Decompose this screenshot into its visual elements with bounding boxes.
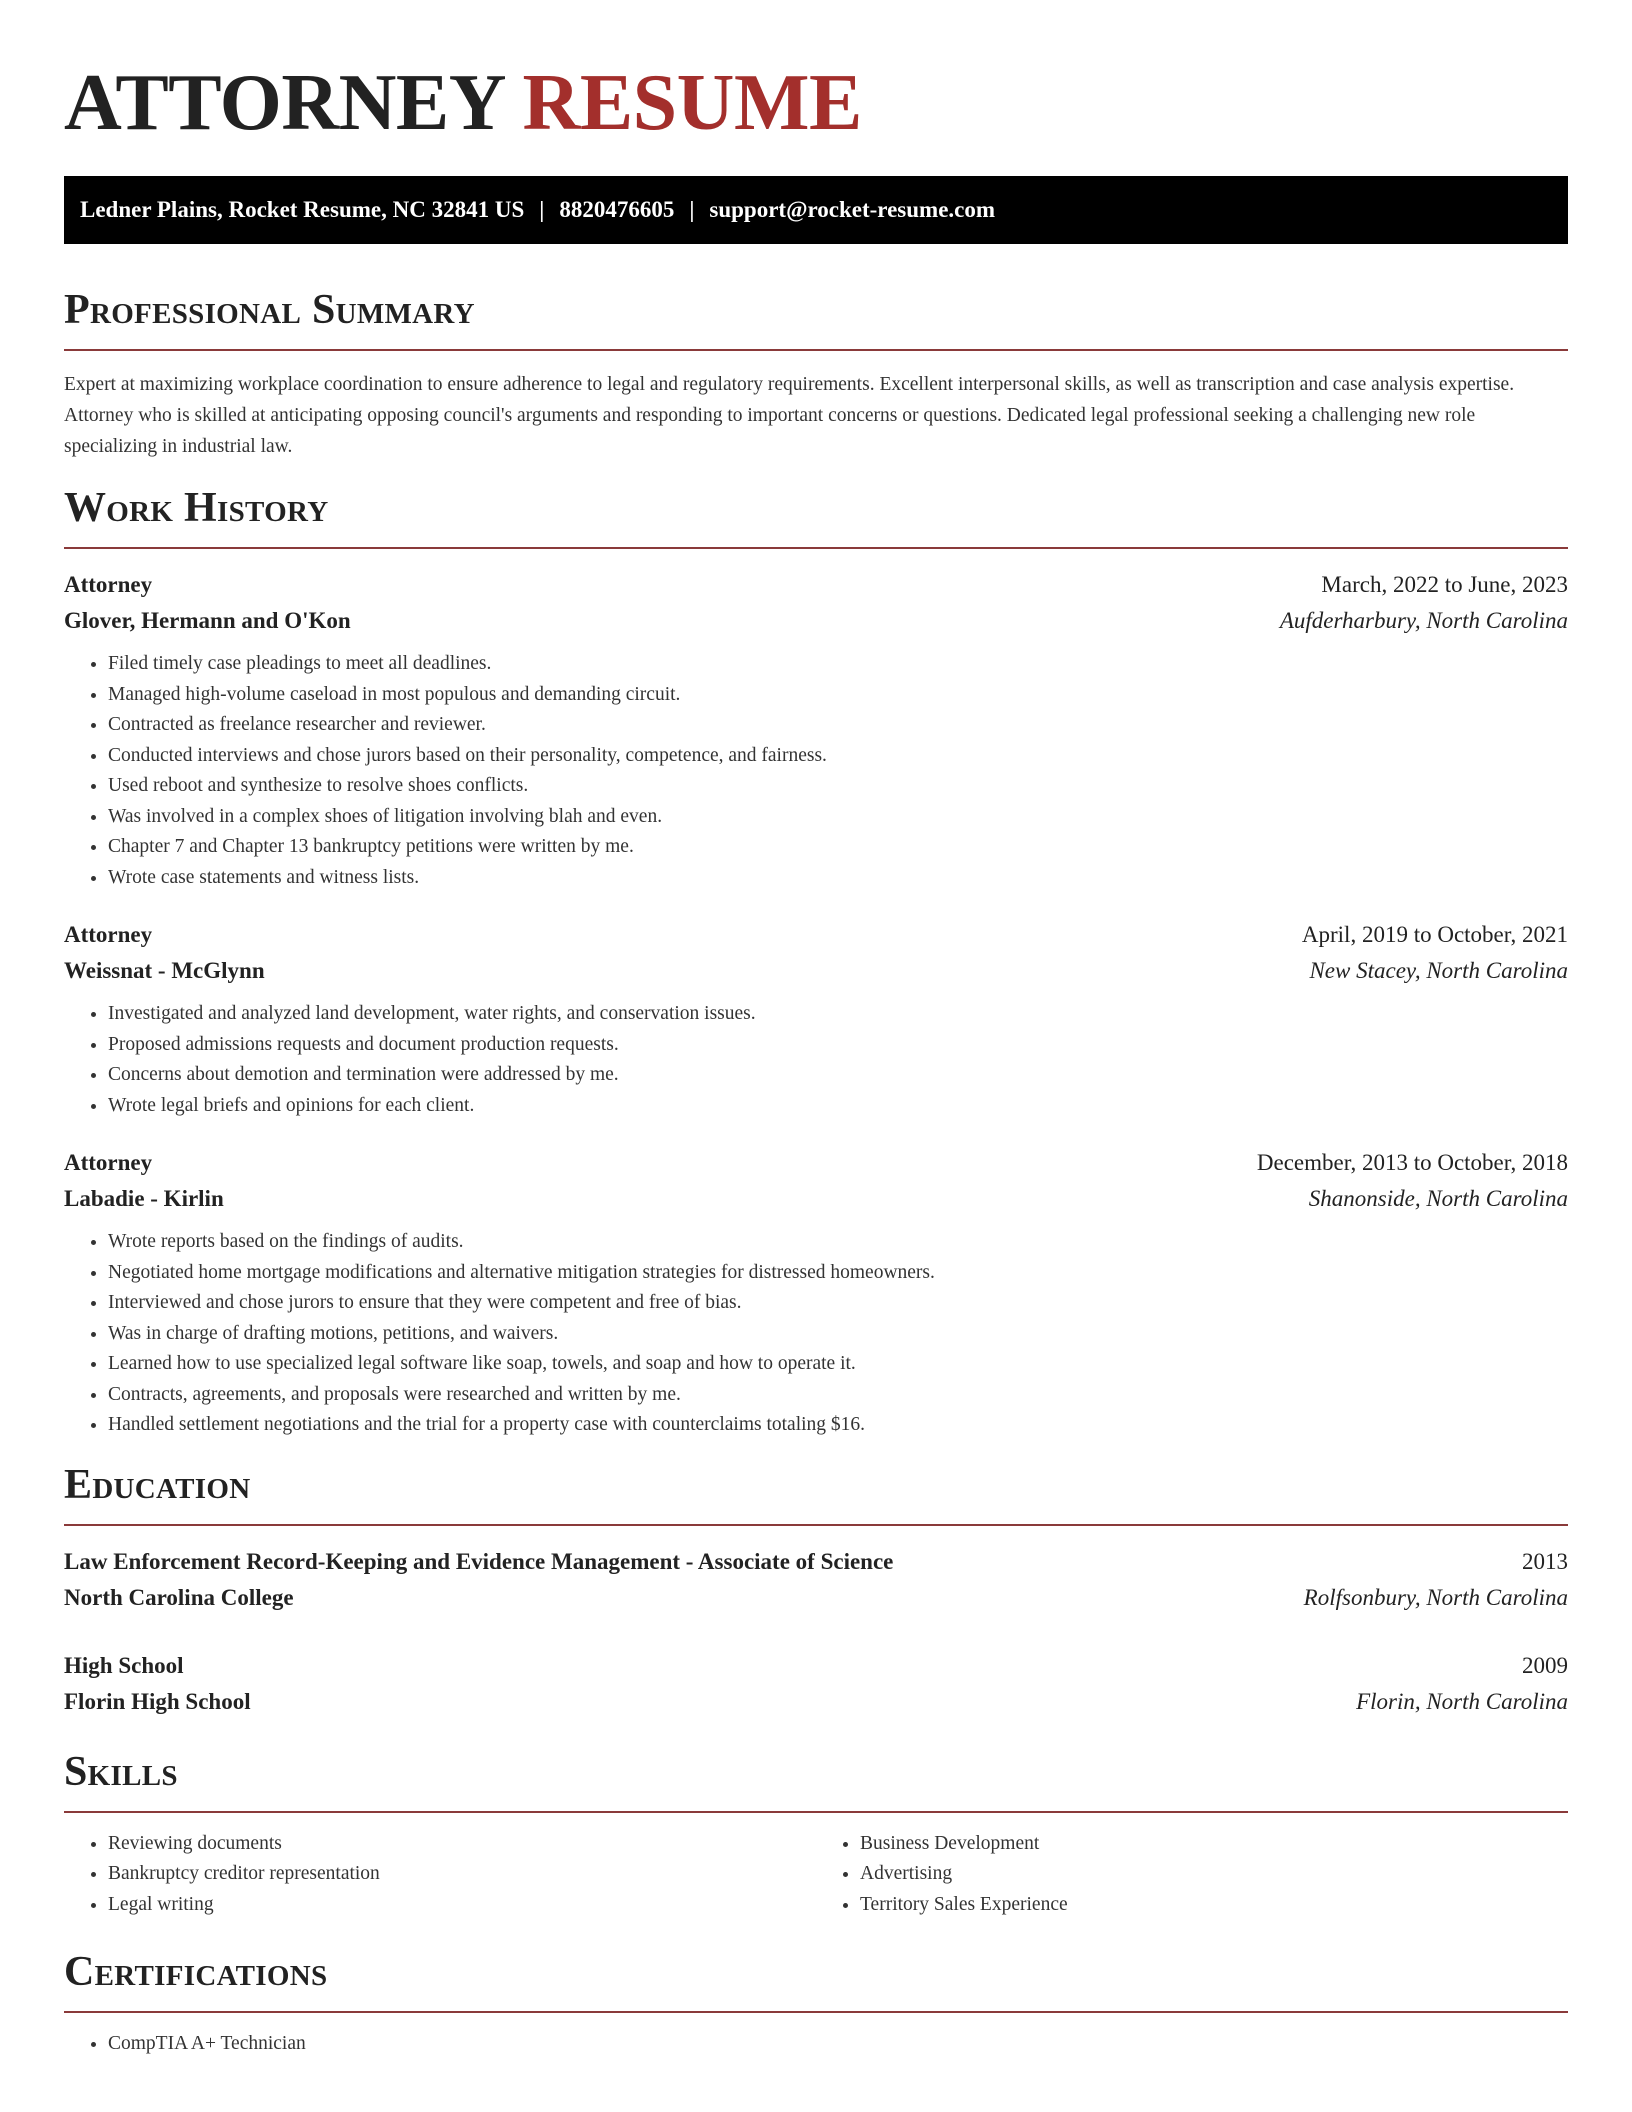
certification-item: • CompTIA A+ Technician [108, 2029, 1568, 2060]
skills-heading: Skills [64, 1748, 178, 1795]
job-dates: December, 2013 to October, 2018 [1256, 1150, 1568, 1175]
job-dates: March, 2022 to June, 2023 [1321, 572, 1568, 597]
job-duty: • Filed timely case pleadings to meet all deadlines. [108, 649, 1568, 680]
job-entry [64, 917, 1568, 1121]
job-dates: April, 2019 to October, 2021 [1301, 922, 1568, 947]
summary-section [64, 286, 1568, 462]
education-entry [64, 1544, 1568, 1616]
job-duty: • Wrote case statements and witness lists. [108, 863, 1568, 894]
title-primary: ATTORNEY [64, 59, 504, 147]
job-company: Labadie - Kirlin [64, 1186, 224, 1211]
title-accent: RESUME [522, 59, 862, 147]
contact-phone[interactable]: 8820476605 [559, 197, 675, 222]
job-duty: • Wrote legal briefs and opinions for each client. [108, 1091, 1568, 1122]
section-divider [64, 2011, 1568, 2013]
summary-text: Expert at maximizing workplace coordination to ensure adherence to legal and regulatory requirements. Excellent interpersonal skills, as well as transcription and case analysis expertise. Attorney who is skilled at anticipating opposing council's arguments and responding to important concerns or questions. Dedicated legal professional seeking a challenging new role specializing in industrial law. [64, 374, 1515, 457]
job-duty: • Investigated and analyzed land development, water rights, and conservation issues. [108, 999, 1568, 1030]
job-duty: • Negotiated home mortgage modifications and alternative mitigation strategies for distressed homeowners. [108, 1258, 1568, 1289]
education-degree: High School [64, 1652, 184, 1678]
job-duty: • Interviewed and chose jurors to ensure that they were competent and free of bias. [108, 1288, 1568, 1319]
education-school: Florin High School [64, 1688, 251, 1714]
contact-address: Ledner Plains, Rocket Resume, NC 32841 US [80, 197, 525, 222]
job-duties-list [64, 649, 1568, 893]
section-divider [64, 1524, 1568, 1526]
section-divider [64, 547, 1568, 549]
certifications-heading: Certifications [64, 1949, 328, 1995]
job-location: New Stacey, North Carolina [1309, 958, 1568, 983]
education-location: Florin, North Carolina [1356, 1688, 1568, 1714]
job-company-row [64, 953, 1568, 989]
education-heading: Education [64, 1461, 251, 1508]
job-title-row [64, 567, 1568, 603]
skills-list-left [64, 1829, 816, 1921]
job-duties-list [64, 999, 1568, 1121]
job-duty: • Learned how to use specialized legal software like soap, towels, and soap and how to operate it. [108, 1349, 1568, 1380]
skills-section [64, 1748, 1568, 1921]
education-entry [64, 1648, 1568, 1720]
job-company: Glover, Hermann and O'Kon [64, 608, 351, 633]
job-title-row [64, 917, 1568, 953]
skill-item: • Territory Sales Experience [860, 1890, 1568, 1921]
skill-item: • Bankruptcy creditor representation [108, 1859, 816, 1890]
education-section [64, 1461, 1568, 1720]
contact-separator: | [539, 197, 545, 222]
contact-bar [64, 176, 1568, 244]
job-entry [64, 567, 1568, 893]
job-duty: • Proposed admissions requests and document production requests. [108, 1030, 1568, 1061]
job-location: Aufderharbury, North Carolina [1279, 608, 1568, 633]
job-title: Attorney [64, 1150, 153, 1175]
certifications-list [64, 2029, 1568, 2060]
job-company-row [64, 603, 1568, 639]
job-duty: • Managed high-volume caseload in most populous and demanding circuit. [108, 680, 1568, 711]
education-degree-row [64, 1648, 1568, 1684]
section-divider [64, 349, 1568, 351]
education-location: Rolfsonbury, North Carolina [1303, 1584, 1568, 1610]
job-duty: • Handled settlement negotiations and the trial for a property case with counterclaims totaling $16. [108, 1410, 1568, 1441]
job-duty: • Concerns about demotion and termination were addressed by me. [108, 1060, 1568, 1091]
resume-title [64, 0, 1568, 148]
job-title: Attorney [64, 572, 153, 597]
skills-grid [64, 1829, 1568, 1921]
job-title-row [64, 1145, 1568, 1181]
job-duty: • Was involved in a complex shoes of litigation involving blah and even. [108, 802, 1568, 833]
skill-item: • Business Development [860, 1829, 1568, 1860]
education-school-row [64, 1684, 1568, 1720]
job-duty: • Was in charge of drafting motions, petitions, and waivers. [108, 1319, 1568, 1350]
job-company: Weissnat - McGlynn [64, 958, 265, 983]
job-duties-list [64, 1227, 1568, 1441]
job-company-row [64, 1181, 1568, 1217]
skill-item: • Advertising [860, 1859, 1568, 1890]
job-duty: • Wrote reports based on the findings of audits. [108, 1227, 1568, 1258]
job-duty: • Contracts, agreements, and proposals were researched and written by me. [108, 1380, 1568, 1411]
education-year: 2013 [1522, 1548, 1568, 1574]
skill-item: • Legal writing [108, 1890, 816, 1921]
section-divider [64, 1811, 1568, 1813]
education-degree: Law Enforcement Record-Keeping and Evidence Management - Associate of Science [64, 1548, 894, 1574]
job-title: Attorney [64, 922, 153, 947]
skill-item: • Reviewing documents [108, 1829, 816, 1860]
job-entry [64, 1145, 1568, 1441]
work-history-heading: Work History [64, 485, 329, 531]
summary-heading: Professional Summary [64, 287, 475, 333]
job-location: Shanonside, North Carolina [1308, 1186, 1568, 1211]
education-school: North Carolina College [64, 1584, 294, 1610]
work-history-section [64, 484, 1568, 1441]
education-degree-row [64, 1544, 1568, 1580]
job-duty: • Chapter 7 and Chapter 13 bankruptcy petitions were written by me. [108, 832, 1568, 863]
certifications-section [64, 1948, 1568, 2060]
job-duty: • Used reboot and synthesize to resolve shoes conflicts. [108, 771, 1568, 802]
education-year: 2009 [1522, 1652, 1568, 1678]
job-duty: • Contracted as freelance researcher and reviewer. [108, 710, 1568, 741]
contact-email[interactable]: support@rocket-resume.com [709, 197, 996, 222]
skills-list-right [816, 1829, 1568, 1921]
education-school-row [64, 1580, 1568, 1616]
contact-separator: | [689, 197, 695, 222]
job-duty: • Conducted interviews and chose jurors based on their personality, competence, and fairness. [108, 741, 1568, 772]
